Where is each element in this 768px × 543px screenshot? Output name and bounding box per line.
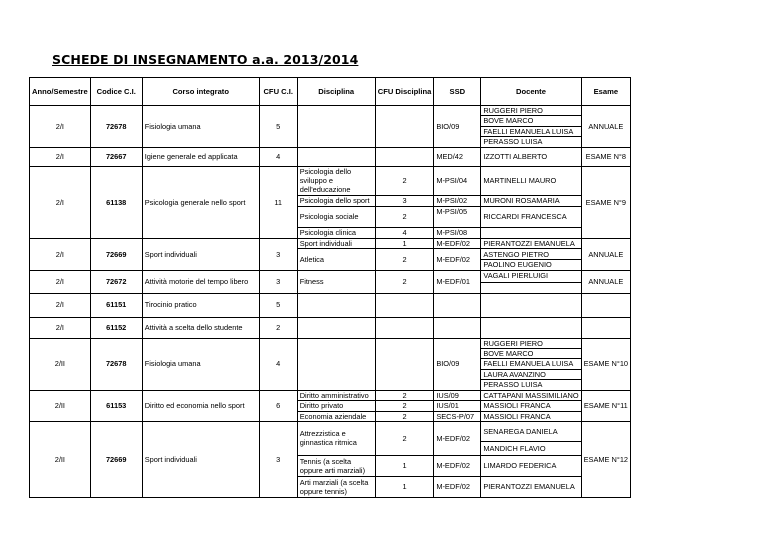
docente-cell: LIMARDO FEDERICA: [481, 455, 581, 476]
disciplina-cell: Sport individuali: [297, 238, 375, 248]
esame-cell: ESAME N°9: [581, 166, 630, 238]
cfu-disciplina-cell: 2: [375, 270, 434, 293]
corso-cell: Diritto ed economia nello sport: [142, 390, 259, 421]
cfu-ci-cell: 4: [259, 147, 297, 166]
corso-cell: Fisiologia umana: [142, 338, 259, 390]
cfu-disciplina-cell: 1: [375, 476, 434, 497]
disciplina-cell: [297, 147, 375, 166]
docente-cell: RUGGERI PIERO: [481, 106, 581, 116]
header-cfu-ci: CFU C.I.: [259, 78, 297, 106]
disciplina-cell: Arti marziali (a scelta oppure tennis): [297, 476, 375, 497]
docente-cell: RICCARDI FRANCESCA: [481, 206, 581, 227]
ssd-cell: M-PSI/04: [434, 166, 481, 195]
disciplina-cell: Tennis (a scelta oppure arti marziali): [297, 455, 375, 476]
ssd-cell: MED/42: [434, 147, 481, 166]
corso-cell: Tirocinio pratico: [142, 293, 259, 317]
docente-cell: BOVE MARCO: [481, 116, 581, 126]
codice-cell: 61152: [90, 317, 142, 338]
cfu-disciplina-cell: 2: [375, 206, 434, 227]
ssd-cell: SECS-P/07: [434, 411, 481, 421]
corso-cell: Psicologia generale nello sport: [142, 166, 259, 238]
disciplina-cell: Economia aziendale: [297, 411, 375, 421]
cfu-ci-cell: 11: [259, 166, 297, 238]
esame-cell: ESAME N°11: [581, 390, 630, 421]
docente-cell: PIERANTOZZI EMANUELA: [481, 238, 581, 248]
anno-cell: 2/II: [30, 390, 91, 421]
codice-cell: 61153: [90, 390, 142, 421]
table-row: [30, 166, 631, 195]
cfu-ci-cell: 5: [259, 106, 297, 148]
codice-cell: 72678: [90, 106, 142, 148]
corso-cell: Fisiologia umana: [142, 106, 259, 148]
docente-cell: MASSIOLI FRANCA: [481, 401, 581, 411]
disciplina-cell: Atletica: [297, 249, 375, 270]
docente-cell: MANDICH FLAVIO: [481, 441, 581, 455]
esame-cell: ESAME N°8: [581, 147, 630, 166]
esame-cell: ESAME N°12: [581, 421, 630, 497]
cfu-disciplina-cell: [375, 338, 434, 390]
disciplina-cell: Psicologia sociale: [297, 206, 375, 227]
table-row: [30, 338, 631, 348]
docente-cell: FAELLI EMANUELA LUISA: [481, 359, 581, 369]
anno-cell: 2/I: [30, 106, 91, 148]
cfu-disciplina-cell: 2: [375, 421, 434, 455]
cfu-disciplina-cell: 1: [375, 238, 434, 248]
cfu-disciplina-cell: 2: [375, 401, 434, 411]
corso-cell: Attività a scelta dello studente: [142, 317, 259, 338]
ssd-cell: M-EDF/01: [434, 270, 481, 293]
corso-cell: Igiene generale ed applicata: [142, 147, 259, 166]
codice-cell: 72678: [90, 338, 142, 390]
cfu-disciplina-cell: 3: [375, 195, 434, 206]
ssd-cell: BIO/09: [434, 106, 481, 148]
table-row: [30, 238, 631, 248]
ssd-cell: M-EDF/02: [434, 455, 481, 476]
esame-cell: ESAME N°10: [581, 338, 630, 390]
anno-cell: 2/I: [30, 270, 91, 293]
cfu-ci-cell: 3: [259, 421, 297, 497]
cfu-ci-cell: 5: [259, 293, 297, 317]
ssd-cell: IUS/09: [434, 390, 481, 400]
disciplina-cell: Fitness: [297, 270, 375, 293]
table-row: [30, 147, 631, 166]
header-corso: Corso integrato: [142, 78, 259, 106]
table-row: [30, 293, 631, 317]
esame-cell: ANNUALE: [581, 238, 630, 270]
docente-cell: BOVE MARCO: [481, 349, 581, 359]
codice-cell: 61138: [90, 166, 142, 238]
cfu-disciplina-cell: 1: [375, 455, 434, 476]
anno-cell: 2/II: [30, 421, 91, 497]
disciplina-cell: Psicologia clinica: [297, 227, 375, 238]
docente-cell: SENAREGA DANIELA: [481, 421, 581, 441]
ssd-cell: M-EDF/02: [434, 421, 481, 455]
codice-cell: 72667: [90, 147, 142, 166]
anno-cell: 2/I: [30, 166, 91, 238]
anno-cell: 2/II: [30, 338, 91, 390]
docente-cell: PERASSO LUISA: [481, 137, 581, 147]
disciplina-cell: [297, 106, 375, 148]
docente-cell: PERASSO LUISA: [481, 380, 581, 390]
codice-cell: 72669: [90, 421, 142, 497]
header-cfu-disciplina: CFU Disciplina: [375, 78, 434, 106]
esame-cell: ANNUALE: [581, 270, 630, 293]
docente-cell: RUGGERI PIERO: [481, 338, 581, 348]
header-ssd: SSD: [434, 78, 481, 106]
docente-cell: MASSIOLI FRANCA: [481, 411, 581, 421]
ssd-cell: M-PSI/02: [434, 195, 481, 206]
codice-cell: 72672: [90, 270, 142, 293]
disciplina-cell: Attrezzistica e ginnastica ritmica: [297, 421, 375, 455]
corso-cell: Sport individuali: [142, 421, 259, 497]
cfu-ci-cell: 2: [259, 317, 297, 338]
docente-cell: VAGALI PIERLUIGI: [481, 270, 581, 282]
codice-cell: 72669: [90, 238, 142, 270]
ssd-cell: M-EDF/02: [434, 249, 481, 270]
docente-cell: IZZOTTI ALBERTO: [481, 147, 581, 166]
ssd-cell: M-PSI/05: [434, 206, 481, 227]
table-row: [30, 390, 631, 400]
anno-cell: 2/I: [30, 147, 91, 166]
cfu-disciplina-cell: 2: [375, 249, 434, 270]
header-codice: Codice C.I.: [90, 78, 142, 106]
ssd-cell: M-EDF/02: [434, 238, 481, 248]
disciplina-cell: Psicologia dello sviluppo e dell'educazione: [297, 166, 375, 195]
table-row: [30, 106, 631, 116]
disciplina-cell: Psicologia dello sport: [297, 195, 375, 206]
docente-cell: MURONI ROSAMARIA: [481, 195, 581, 206]
table-row: [30, 317, 631, 338]
page-title: SCHEDE DI INSEGNAMENTO a.a. 2013/2014: [52, 52, 359, 67]
cfu-ci-cell: 6: [259, 390, 297, 421]
cfu-ci-cell: 3: [259, 270, 297, 293]
ssd-cell: M-PSI/08: [434, 227, 481, 238]
anno-cell: 2/I: [30, 317, 91, 338]
table-row: [30, 421, 631, 441]
cfu-disciplina-cell: [375, 106, 434, 148]
docente-cell: MARTINELLI MAURO: [481, 166, 581, 195]
ssd-cell: M-EDF/02: [434, 476, 481, 497]
corso-cell: Sport individuali: [142, 238, 259, 270]
table-row: [30, 270, 631, 282]
docente-cell: PAOLINO EUGENIO: [481, 260, 581, 270]
cfu-disciplina-cell: [375, 147, 434, 166]
docente-cell: [481, 227, 581, 238]
disciplina-cell: Diritto privato: [297, 401, 375, 411]
docente-cell: ASTENGO PIETRO: [481, 249, 581, 260]
corso-cell: Attività motorie del tempo libero: [142, 270, 259, 293]
esame-cell: ANNUALE: [581, 106, 630, 148]
cfu-disciplina-cell: 2: [375, 390, 434, 400]
cfu-disciplina-cell: 2: [375, 411, 434, 421]
ssd-cell: BIO/09: [434, 338, 481, 390]
anno-cell: 2/I: [30, 238, 91, 270]
header-row: [30, 78, 631, 106]
anno-cell: 2/I: [30, 293, 91, 317]
docente-cell: [481, 282, 581, 293]
docente-cell: PIERANTOZZI EMANUELA: [481, 476, 581, 497]
cfu-disciplina-cell: 2: [375, 166, 434, 195]
docente-cell: FAELLI EMANUELA LUISA: [481, 126, 581, 136]
cfu-disciplina-cell: 4: [375, 227, 434, 238]
cfu-ci-cell: 4: [259, 338, 297, 390]
disciplina-cell: Diritto amministrativo: [297, 390, 375, 400]
docente-cell: LAURA AVANZINO: [481, 369, 581, 379]
header-esame: Esame: [581, 78, 630, 106]
header-disciplina: Disciplina: [297, 78, 375, 106]
header-docente: Docente: [481, 78, 581, 106]
codice-cell: 61151: [90, 293, 142, 317]
header-anno: Anno/Semestre: [30, 78, 91, 106]
cfu-ci-cell: 3: [259, 238, 297, 270]
disciplina-cell: [297, 338, 375, 390]
ssd-cell: IUS/01: [434, 401, 481, 411]
docente-cell: CATTAPANI MASSIMILIANO: [481, 390, 581, 400]
courses-table: [29, 77, 631, 498]
